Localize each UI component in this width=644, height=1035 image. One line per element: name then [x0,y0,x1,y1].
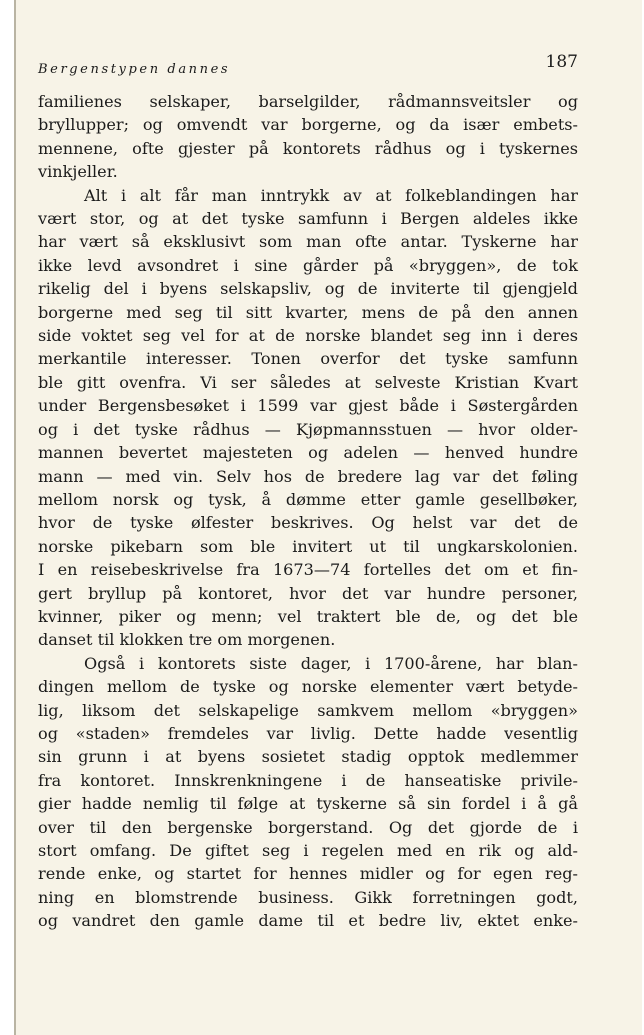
text-line: rende enke, og startet for hennes midler og for egen reg- [38,864,578,884]
page-header [38,48,578,78]
text-line: gier hadde nemlig til følge at tyskerne så sin fordel i å gå [38,794,578,814]
text-line: har vært så eksklusivt som man ofte antar. Tyskerne har [38,232,578,252]
paragraph [38,652,578,933]
text-line: mellom norsk og tysk, å dømme etter gamle gesellbøker, [38,489,578,509]
text-line: danset til klokken tre om morgenen. [38,630,336,650]
text-line: Også i kontorets siste dager, i 1700-årene, har blan- [84,653,578,673]
running-title: Bergenstypen dannes [38,62,231,77]
text-line: borgerne med seg til sitt kvarter, mens de på den annen [38,302,578,322]
text-line: rikelig del i byens selskapsliv, og de inviterte til gjengjeld [38,279,578,299]
text-line: og vandret den gamle dame til et bedre liv, ektet enke- [38,911,578,931]
text-line: over til den bergenske borgerstand. Og det gjorde de i [38,817,578,837]
text-line: og «staden» fremdeles var livlig. Dette hadde vesentlig [38,723,578,743]
text-line: under Bergensbesøket i 1599 var gjest både i Søstergården [38,396,578,416]
text-line: gert bryllup på kontoret, hvor det var hundre personer, [38,583,578,603]
paragraph [38,184,578,652]
text-line: vinkjeller. [38,162,118,182]
text-line: merkantile interesser. Tonen overfor det tyske samfunn [38,349,578,369]
text-line: mann — med vin. Selv hos de bredere lag var det føling [38,466,578,486]
text-line: Alt i alt får man inntrykk av at folkeblandingen har [84,185,578,205]
text-line: bryllupper; og omvendt var borgerne, og da især embets- [38,115,578,135]
book-page [14,0,642,1035]
text-line: mannen bevertet majesteten og adelen — henved hundre [38,443,578,463]
text-line: stort omfang. De giftet seg i regelen med en rik og ald- [38,841,578,860]
text-line: ble gitt ovenfra. Vi ser således at selveste Kristian Kvart [38,372,578,392]
body-text [38,90,578,933]
text-line: fra kontoret. Innskrenkningene i de hanseatiske privile- [38,770,578,790]
text-line: sin grunn i at byens sosietet stadig opptok medlemmer [38,747,578,767]
page-number: 187 [545,52,578,72]
text-line: ikke levd avsondret i sine gårder på «bryggen», de tok [38,255,578,275]
text-line: ning en blomstrende business. Gikk forretningen godt, [38,887,578,907]
text-line: side voktet seg vel for at de norske blandet seg inn i deres [38,326,578,346]
text-line: lig, liksom det selskapelige samkvem mellom «bryggen» [38,700,578,720]
text-line: I en reisebeskrivelse fra 1673—74 fortelles det om et fin- [38,560,578,580]
text-line: dingen mellom de tyske og norske elementer vært betyde- [38,677,578,697]
text-line: familienes selskaper, barselgilder, rådmannsveitsler og [38,92,578,111]
text-line: norske pikebarn som ble invitert ut til ungkarskolonien. [38,536,578,556]
text-line: vært stor, og at det tyske samfunn i Bergen aldeles ikke [38,209,578,229]
paragraph [38,90,578,184]
text-line: hvor de tyske ølfester beskrives. Og helst var det de [38,513,578,533]
text-line: kvinner, piker og menn; vel traktert ble de, og det ble [38,606,578,626]
text-line: mennene, ofte gjester på kontorets rådhus og i tyskernes [38,138,578,158]
text-line: og i det tyske rådhus — Kjøpmannsstuen — hvor older- [38,419,578,439]
